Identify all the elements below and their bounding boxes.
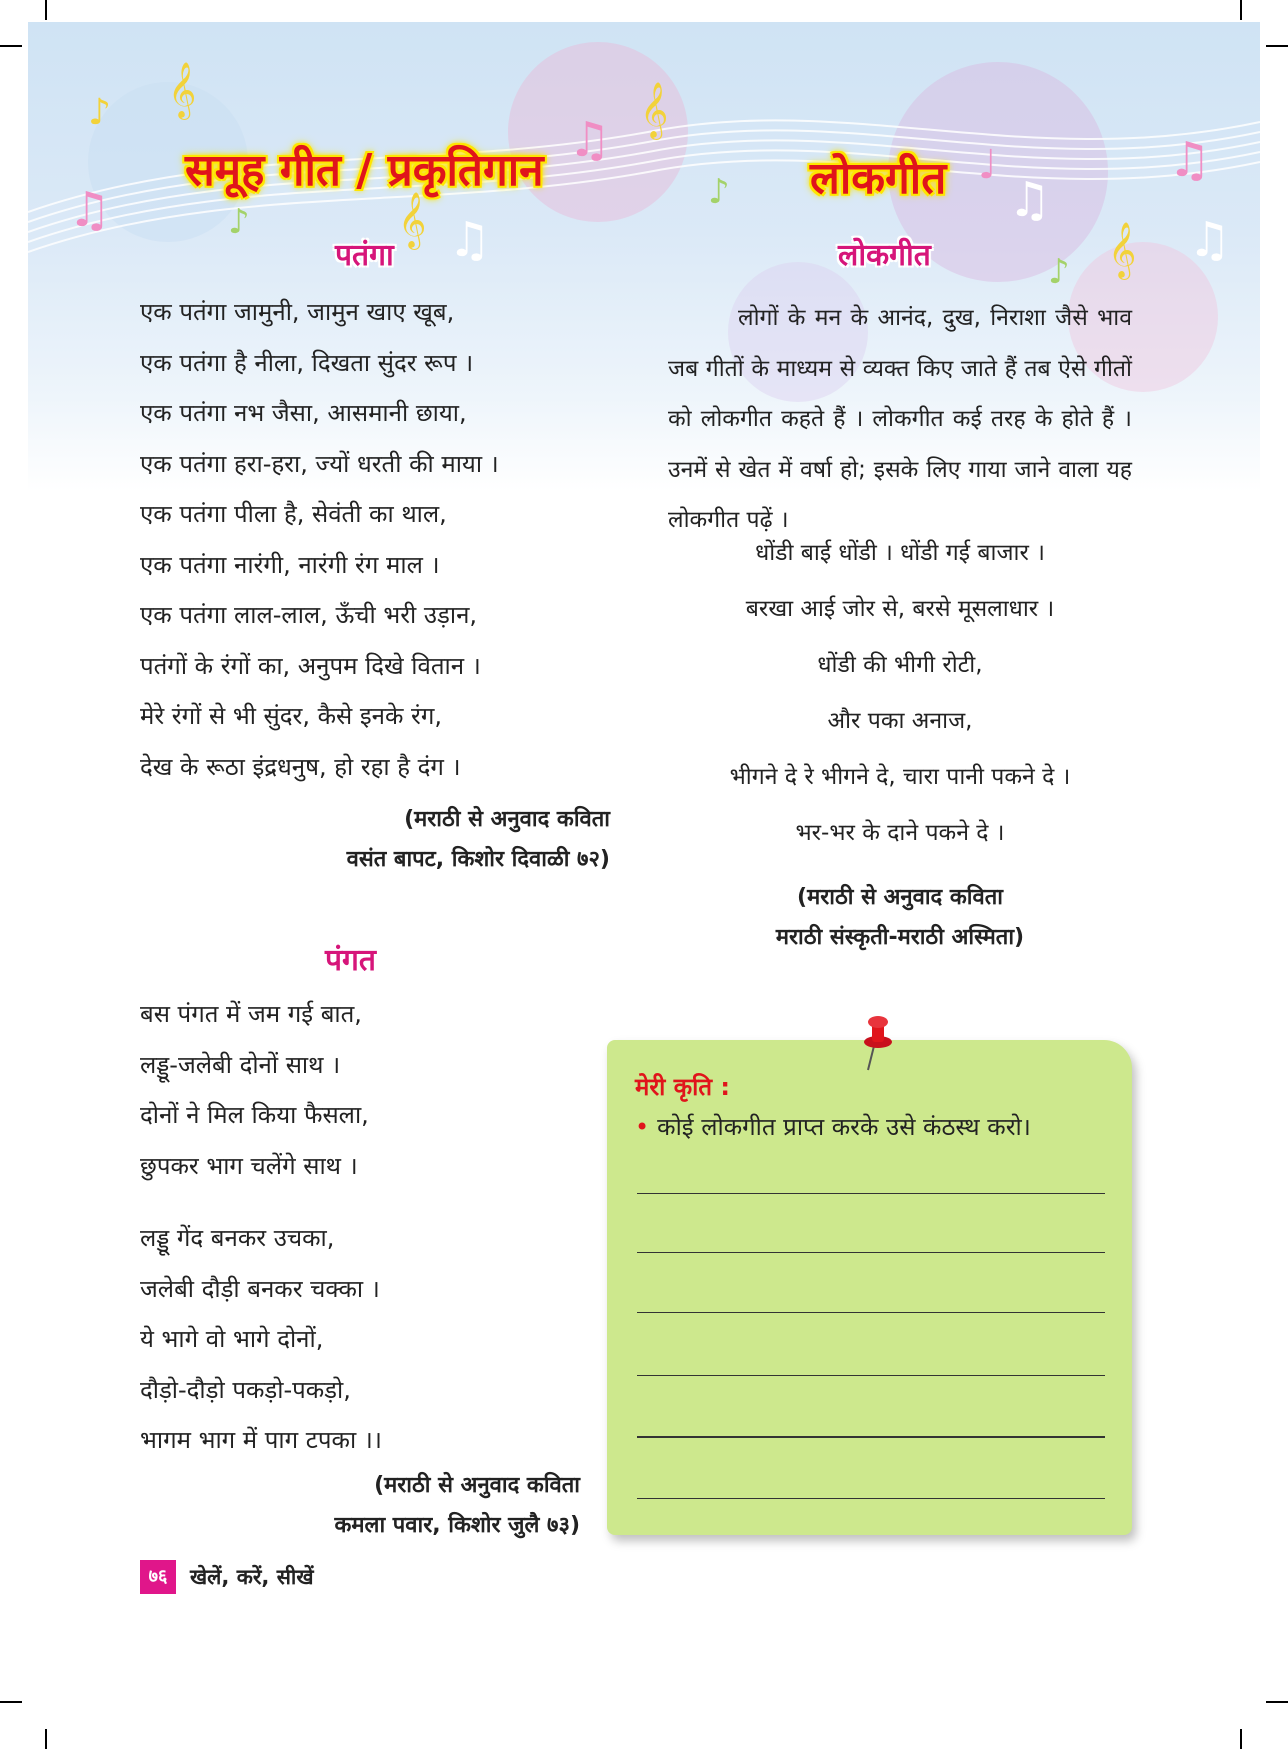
song-line: धोंडी की भीगी रोटी,	[817, 652, 983, 678]
poem-line: लड्डू गेंद बनकर उचका,	[140, 1224, 335, 1252]
poem-line: छुपकर भाग चलेंगे साथ ।	[140, 1151, 358, 1180]
writing-line[interactable]	[637, 1252, 1105, 1253]
music-note-icon: ♫	[1168, 132, 1212, 188]
crop-mark	[0, 45, 22, 47]
poem-line: पतंगों के रंगों का, अनुपम दिखे वितान ।	[140, 651, 481, 680]
paragraph-text: लोगों के मन के आनंद, दुख, निराशा जैसे भाव जब गीतों के माध्यम से व्यक्त किए जाते हैं तब ऐसे गीतों को लोकगीत कहते हैं । लोकगीत कई तरह के होते हैं । उनमें से खेत में वर्षा हो; इसके लिए गाया जाने वाला यह लोकगीत पढ़ें ।	[668, 305, 1132, 533]
song-line: धोंडी बाई धोंडी । धोंडी गई बाजार ।	[755, 540, 1045, 566]
credit-line: वसंत बापट, किशोर दिवाळी ७२)	[346, 847, 610, 872]
poem-title-patanga: पतंगा	[335, 238, 394, 273]
poem-line: एक पतंगा है नीला, दिखता सुंदर रूप ।	[140, 348, 474, 377]
lokgeet-intro-paragraph	[668, 293, 1132, 546]
music-note-icon: ♫	[448, 212, 492, 268]
music-note-icon: 𝄞	[640, 82, 669, 138]
writing-line[interactable]	[637, 1312, 1105, 1313]
credit-line: (मराठी से अनुवाद कविता	[374, 1473, 580, 1498]
music-note-icon: ♫	[1188, 212, 1232, 268]
music-note-icon: ♫	[68, 182, 112, 238]
writing-line[interactable]	[637, 1498, 1105, 1499]
poem-title-lokgeet: लोकगीत	[838, 238, 931, 273]
poem-line: एक पतंगा नारंगी, नारंगी रंग माल ।	[140, 550, 440, 579]
crop-mark	[45, 1729, 47, 1749]
poem-line: जलेबी दौड़ी बनकर चक्का ।	[140, 1274, 380, 1303]
crop-mark	[1240, 1729, 1242, 1749]
music-note-icon: ♫	[568, 112, 612, 168]
section-title-group-song: समूह गीत / प्रकृतिगान	[185, 145, 544, 196]
poem-line: एक पतंगा नभ जैसा, आसमानी छाया,	[140, 399, 467, 427]
book-title: खेलें, करें, सीखें	[190, 1565, 314, 1589]
poem-line: भागम भाग में पाग टपका ।।	[140, 1426, 382, 1454]
poem-line: एक पतंगा पीला है, सेवंती का थाल,	[140, 500, 447, 528]
poem-pangat-stanza-2	[140, 1213, 382, 1466]
lokgeet-song	[668, 525, 1132, 861]
crop-mark	[1266, 1701, 1288, 1703]
writing-line[interactable]	[637, 1193, 1105, 1194]
music-note-icon: 𝄞	[168, 62, 197, 118]
poem-line: दौड़ो-दौड़ो पकड़ो-पकड़ो,	[140, 1375, 351, 1404]
crop-mark	[1266, 45, 1288, 47]
poem-line: ये भागे वो भागे दोनों,	[140, 1325, 324, 1353]
song-line: भर-भर के दाने पकने दे ।	[795, 820, 1005, 846]
writing-line[interactable]	[637, 1436, 1105, 1438]
poem-pangat-stanza-1	[140, 989, 369, 1191]
pushpin-icon	[856, 1012, 896, 1072]
music-note-icon: 𝄞	[398, 192, 427, 248]
song-line: बरखा आई जोर से, बरसे मूसलाधार ।	[745, 596, 1055, 622]
activity-card	[607, 1040, 1132, 1535]
crop-mark	[45, 0, 47, 20]
credit-line: (मराठी से अनुवाद कविता	[797, 885, 1003, 910]
crop-mark	[1240, 0, 1242, 20]
crop-mark	[0, 1701, 22, 1703]
poem-line: देख के रूठा इंद्रधनुष, हो रहा है दंग ।	[140, 752, 461, 781]
activity-item	[635, 1110, 1031, 1143]
poem-title-pangat: पंगत	[325, 943, 377, 978]
poem-line: लड्डू-जलेबी दोनों साथ ।	[140, 1050, 341, 1079]
poem-line: एक पतंगा लाल-लाल, ऊँची भरी उड़ान,	[140, 601, 478, 629]
music-note-icon: ♪	[228, 202, 250, 242]
section-title-folk-song: लोकगीत	[810, 153, 947, 204]
poem-line: एक पतंगा जामुनी, जामुन खाए खूब,	[140, 298, 455, 326]
music-note-icon: ♫	[1008, 172, 1052, 228]
writing-line[interactable]	[637, 1375, 1105, 1376]
music-note-icon: ♪	[88, 92, 111, 133]
poem-credit-lokgeet	[690, 878, 1110, 958]
poem-credit-pangat	[220, 1466, 580, 1546]
poem-line: मेरे रंगों से भी सुंदर, कैसे इनके रंग,	[140, 702, 442, 730]
bullet-icon: •	[635, 1113, 650, 1141]
poem-patanga	[140, 287, 499, 792]
credit-line: (मराठी से अनुवाद कविता	[404, 807, 610, 832]
poem-line: एक पतंगा हरा-हरा, ज्यों धरती की माया ।	[140, 449, 499, 478]
poem-line: दोनों ने मिल किया फैसला,	[140, 1101, 369, 1129]
poem-line: बस पंगत में जम गई बात,	[140, 1000, 362, 1028]
poem-credit-patanga	[240, 800, 610, 880]
credit-line: कमला पवार, किशोर जुलै ७३)	[334, 1513, 580, 1538]
page-number: ७६	[140, 1560, 176, 1594]
music-note-icon: ♩	[978, 142, 997, 188]
activity-title: मेरी कृति :	[635, 1073, 731, 1101]
music-note-icon: ♪	[1048, 252, 1070, 292]
music-note-icon: 𝄞	[1108, 222, 1137, 278]
music-note-icon: ♪	[708, 172, 730, 212]
song-line: और पका अनाज,	[827, 708, 973, 734]
activity-item-text: कोई लोकगीत प्राप्त करके उसे कंठस्थ करो।	[657, 1113, 1031, 1141]
song-line: भीगने दे रे भीगने दे, चारा पानी पकने दे ।	[729, 764, 1071, 790]
credit-line: मराठी संस्कृती-मराठी अस्मिता)	[775, 925, 1025, 950]
